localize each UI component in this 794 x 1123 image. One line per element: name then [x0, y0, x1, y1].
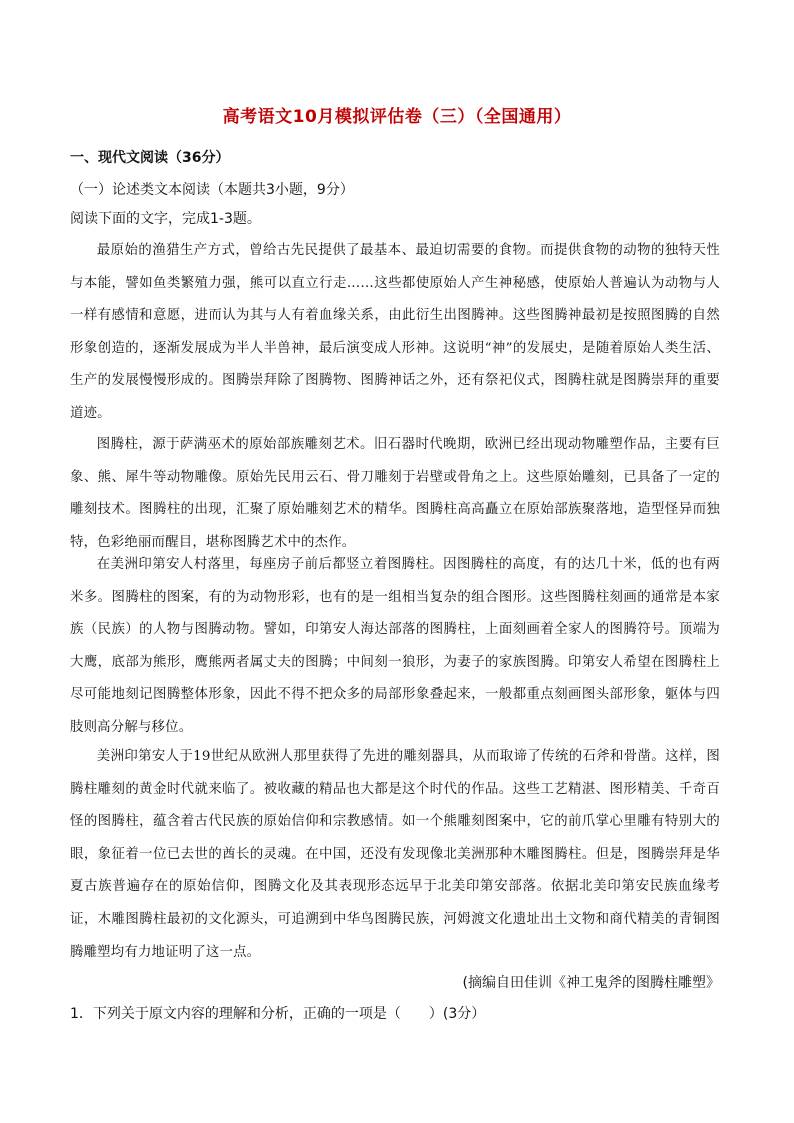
section-heading: 一、现代文阅读（36分）: [70, 150, 230, 166]
source-citation: (摘编自田佳训《神工鬼斧的图腾柱雕塑》: [462, 975, 720, 991]
paragraph-3: 在美洲印第安人村落里，每座房子前后都竖立着图腾柱。因图腾柱的高度，有的达几十米，低的也有两米多。图腾柱的图案，有的为动物形彩，也有的是一组相当复杂的组合图形。这些图腾柱刻画的通常是本家族（民族）的人物与图腾动物。譬如，印第安人海达部落的图腾柱，上面刻画着全家人的图腾符号。顶端为大鹰，底部为熊形，鹰熊两者属丈夫的图腾；中间刻一狼形，为妻子的家族图腾。印第安人希望在图腾柱上尽可能地刻记图腾整体形象，因此不得不把众多的局部形象叠起来，一般都重点刻画图头部形象，躯体与四肢则高分解与移位。: [70, 557, 720, 735]
paragraph-4: 美洲印第安人于19世纪从欧洲人那里获得了先进的雕刻器具，从而取谛了传统的石斧和骨凿。这样，图腾柱雕刻的黄金时代就来临了。被收藏的精品也大都是这个时代的作品。这些工艺精湛、图形精美、千奇百怪的图腾柱，蕴含着古代民族的原始信仰和宗教感情。如一个熊雕刻图案中，它的前爪掌心里雕有特别大的眼，象征着一位已去世的酋长的灵魂。在中国，还没有发现像北美洲那种木雕图腾柱。但是，图腾崇拜是华夏古族普遍存在的原始信仰，图腾文化及其表现形态远早于北美印第安部落。依据北美印第安民族血缘考证，木雕图腾柱最初的文化源头，可追溯到中华鸟图腾民族，河姆渡文化遗址出土文物和商代精美的青铜图腾雕塑均有力地证明了这一点。: [70, 749, 720, 960]
subsection-heading: （一）论述类文本阅读（本题共3小题，9分）: [70, 182, 354, 198]
document-title: 高考语文10月模拟评估卷（三）（全国通用）: [222, 107, 572, 127]
paragraph-2: 图腾柱，源于萨满巫术的原始部族雕刻艺术。旧石器时代晚期，欧洲已经出现动物雕塑作品，主要有巨象、熊、犀牛等动物雕像。原始先民用云石、骨刀雕刻于岩壁或骨角之上。这些原始雕刻，已具备了一定的雕刻技术。图腾柱的出现，汇聚了原始雕刻艺术的精华。图腾柱高高矗立在原始部族聚落地，造型怪异而独特，色彩绝丽而醒目，堪称图腾艺术中的杰作。: [70, 437, 720, 550]
paragraph-1: 最原始的渔猎生产方式，曾给古先民提供了最基本、最迫切需要的食物。而提供食物的动物的独特天性与本能，譬如鱼类繁殖力强，熊可以直立行走……这些都使原始人产生神秘感，使原始人普遍认为动物与人一样有感情和意愿，进而认为其与人有着血缘关系，由此衍生出图腾神。这些图腾神最初是按照图腾的自然形象创造的，逐渐发展成为半人半兽神，最后演变成人形神。这说明“神”的发展史，是随着原始人类生活、生产的发展慢慢形成的。图腾崇拜除了图腾物、图腾神话之外，还有祭祀仪式，图腾柱就是图腾崇拜的重要道迹。: [70, 243, 720, 421]
reading-instruction: 阅读下面的文字，完成1-3题。: [70, 211, 261, 227]
question-1: 1．下列关于原文内容的理解和分析，正确的一项是（ ）(3分）: [70, 1006, 486, 1022]
